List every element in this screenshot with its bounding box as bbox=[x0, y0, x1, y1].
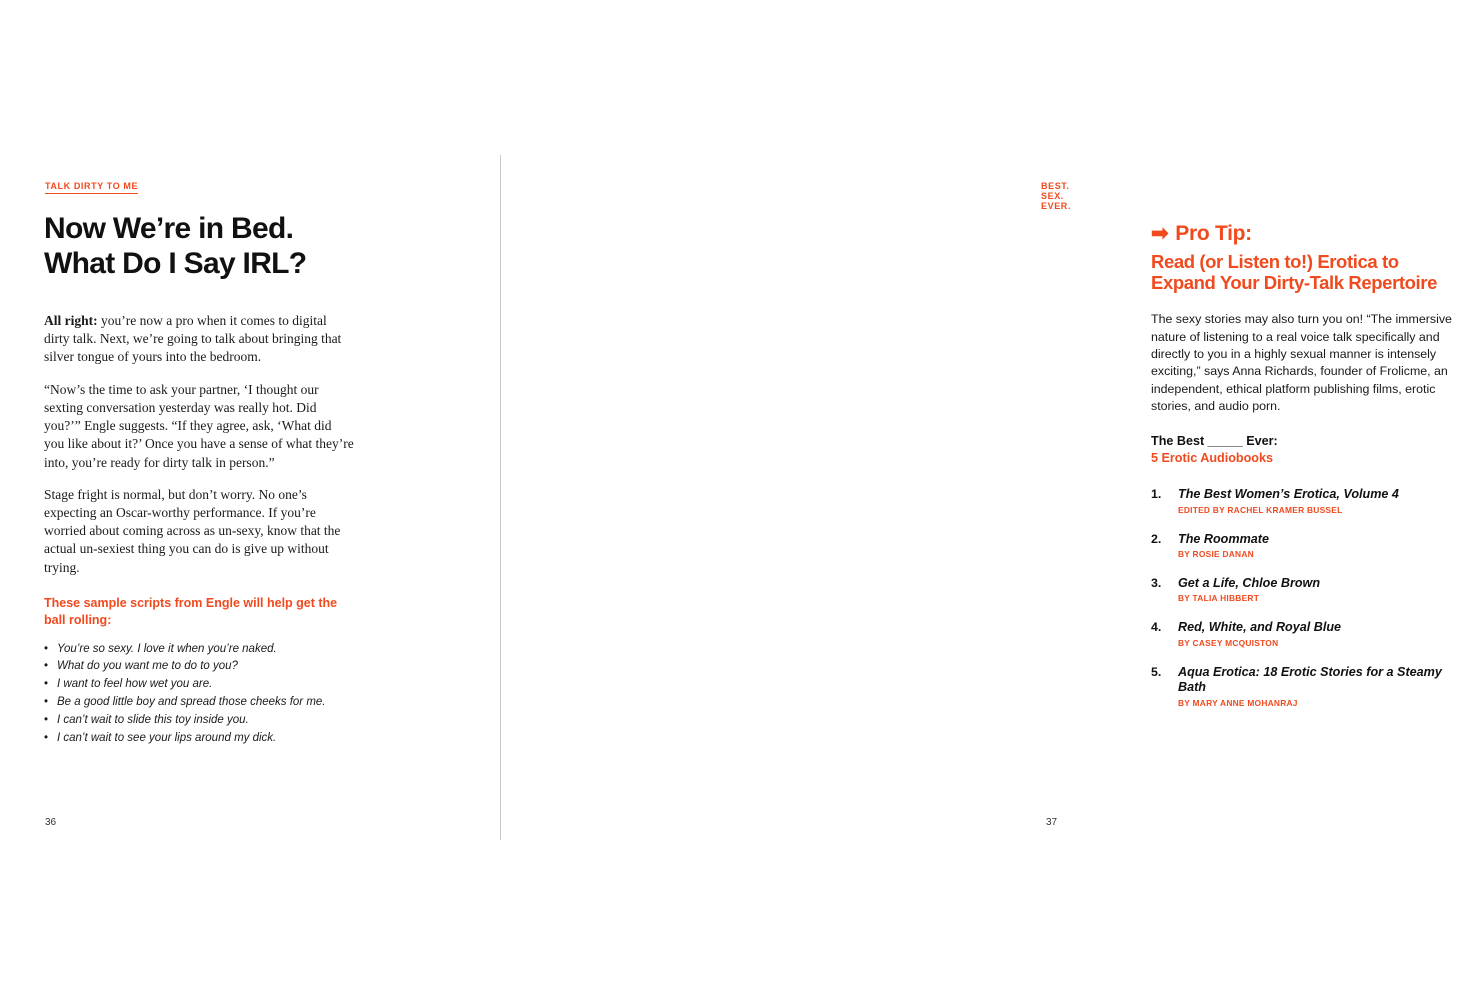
list-item: • You’re so sexy. I love it when you’re naked. bbox=[44, 641, 354, 659]
list-item bbox=[1151, 620, 1461, 647]
paragraph-1 bbox=[44, 312, 354, 367]
list-item bbox=[1151, 532, 1461, 559]
list-title-line-1: The Best _____ Ever: bbox=[1151, 434, 1278, 449]
list-item bbox=[1151, 665, 1461, 708]
book-author: BY TALIA HIBBERT bbox=[1178, 593, 1260, 604]
book-number: 4. bbox=[1151, 620, 1162, 635]
paragraph-1-text: you’re now a pro when it comes to digital dirty talk. Next, we’re going to talk about bringing that silver tongue of yours into the bedroom. bbox=[44, 313, 342, 365]
right-arrow-icon: ➡ bbox=[1151, 222, 1169, 246]
book-list bbox=[1151, 487, 1461, 707]
sample-scripts-list bbox=[44, 641, 354, 748]
page-title bbox=[44, 212, 374, 282]
list-title bbox=[1151, 433, 1461, 467]
list-item: • I can’t wait to see your lips around my dick. bbox=[44, 730, 354, 748]
headline-line-1: Now We’re in Bed. bbox=[44, 212, 294, 245]
pro-tip-body: The sexy stories may also turn you on! “The immersive nature of listening to a real voice talk specifically and directly to you in a highly sexual manner is intensely exciting,” says Anna Richards, founder of Frolicme, an independent, ethical platform publishing films, erotic stories, and audio porn. bbox=[1151, 312, 1452, 414]
page-number-left: 36 bbox=[45, 817, 57, 828]
right-page bbox=[500, 0, 1452, 1000]
paragraph-2: “Now’s the time to ask your partner, ‘I thought our sexting conversation yesterday was really hot. Did you?’” Engle suggests. “If they agree, ask, ‘What did you like about it?’ Once you have a sense of what they’re into, you’re ready for dirty talk in person.” bbox=[44, 381, 354, 470]
book-number: 5. bbox=[1151, 664, 1162, 679]
list-item bbox=[1151, 487, 1461, 514]
list-item: • I want to feel how wet you are. bbox=[44, 676, 354, 694]
book-title: The Best Women’s Erotica, Volume 4 bbox=[1178, 487, 1399, 502]
left-page bbox=[0, 0, 500, 1000]
book-title: Get a Life, Chloe Brown bbox=[1178, 576, 1321, 591]
paragraph-3: Stage fright is normal, but don’t worry. No one’s expecting an Oscar-worthy performance. If you’re worried about coming across as un-sexy, know that the actual un-sexiest thing you can do is give up without trying. bbox=[44, 486, 341, 575]
pro-tip-label-row bbox=[1151, 222, 1461, 245]
book-title: Red, White, and Royal Blue bbox=[1178, 620, 1342, 635]
running-head-right: BEST. SEX. EVER. bbox=[1041, 181, 1072, 211]
list-item: • What do you want me to do to you? bbox=[44, 658, 354, 676]
list-item: • Be a good little boy and spread those cheeks for me. bbox=[44, 694, 354, 712]
book-number: 1. bbox=[1151, 487, 1162, 502]
book-author: EDITED BY RACHEL KRAMER BUSSEL bbox=[1178, 504, 1343, 515]
book-author: BY MARY ANNE MOHANRAJ bbox=[1178, 697, 1298, 708]
left-body-column bbox=[44, 312, 354, 747]
sample-scripts-intro: These sample scripts from Engle will help get the ball rolling: bbox=[44, 595, 338, 627]
book-title: Aqua Erotica: 18 Erotic Stories for a Steamy Bath bbox=[1178, 664, 1442, 695]
headline-line-2: What Do I Say IRL? bbox=[44, 246, 307, 280]
running-head-left: TALK DIRTY TO ME bbox=[45, 181, 138, 194]
pro-tip-headline: Read (or Listen to!) Erotica to Expand Your Dirty-Talk Repertoire bbox=[1151, 251, 1437, 294]
list-item: • I can’t wait to slide this toy inside you. bbox=[44, 712, 354, 730]
book-number: 3. bbox=[1151, 576, 1162, 591]
book-number: 2. bbox=[1151, 531, 1162, 546]
page-number-right: 37 bbox=[1046, 817, 1058, 828]
list-title-line-2: 5 Erotic Audiobooks bbox=[1151, 451, 1273, 466]
book-author: BY CASEY MCQUISTON bbox=[1178, 637, 1279, 648]
pro-tip-block bbox=[1151, 222, 1461, 725]
list-item bbox=[1151, 576, 1461, 603]
paragraph-1-lead: All right: bbox=[44, 313, 98, 328]
pro-tip-label: Pro Tip: bbox=[1175, 222, 1252, 245]
book-author: BY ROSIE DANAN bbox=[1178, 549, 1254, 560]
book-title: The Roommate bbox=[1178, 531, 1269, 546]
